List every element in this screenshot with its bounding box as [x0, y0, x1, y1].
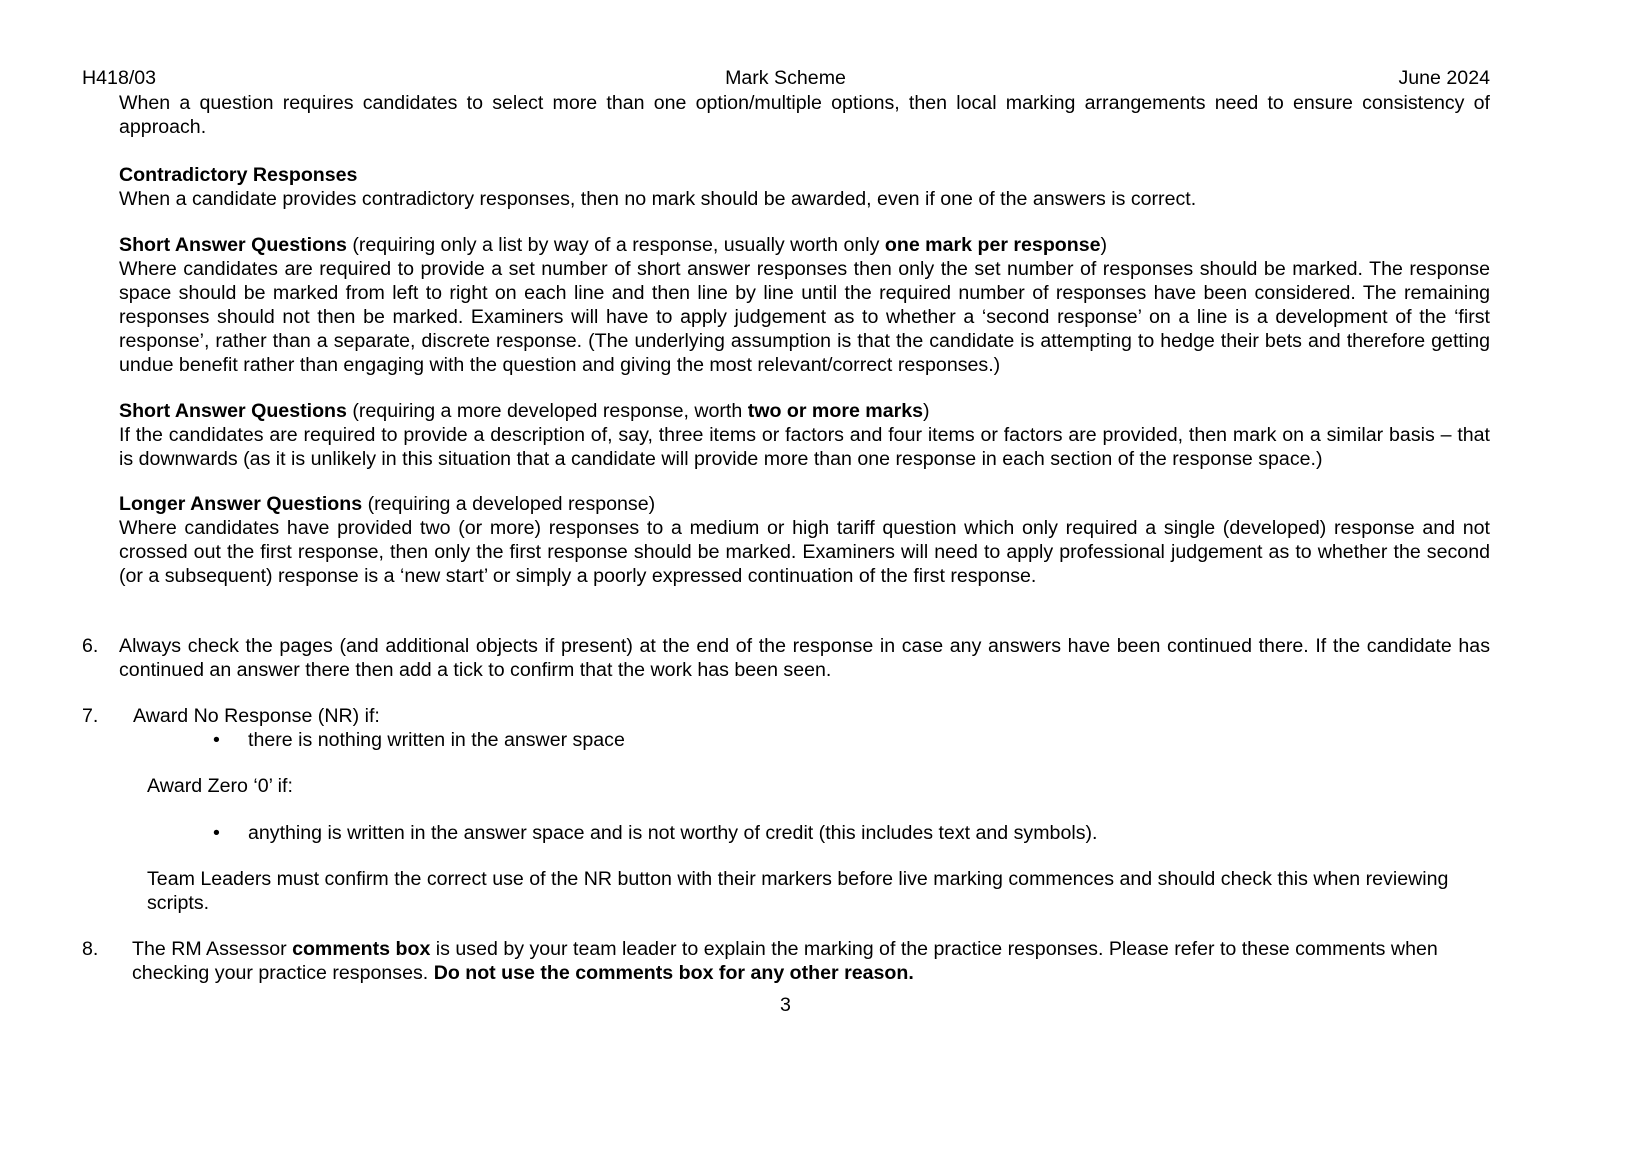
section-subheading: (requiring only a list by way of a response, usually worth only	[346, 234, 885, 256]
item-7-text: Award No Response (NR) if:	[133, 705, 380, 727]
text: The RM Assessor	[132, 938, 293, 960]
short-answer-developed-section	[119, 399, 1490, 471]
item-7-bullet-1: there is nothing written in the answer space	[248, 729, 625, 751]
header-title: Mark Scheme	[725, 67, 846, 89]
item-8-number: 8.	[82, 938, 99, 960]
bullet: •	[213, 729, 220, 751]
item-6-text: Always check the pages (and additional objects if present) at the end of the response in case any answers have been continued there. If the candidate has continued an answer there then add a tick to confirm that the work has been seen.	[119, 635, 1490, 681]
section-heading: Short Answer Questions	[119, 234, 347, 256]
short-answer-list-section	[119, 233, 1490, 377]
header-code: H418/03	[82, 67, 157, 89]
longer-answer-section	[119, 492, 1490, 588]
section-subheading: (requiring a developed response)	[362, 493, 656, 515]
section-text: Where candidates are required to provide a set number of short answer responses then only the set number of responses should be marked. The response space should be marked from left to right on each line and then line by line until the required number of responses have been considered. The remaining responses should not then be marked. Examiners will have to apply judgement as to whether a ‘second response’ on a line is a development of the ‘first response’, rather than a separate, discrete response. (The underlying assumption is that the candidate is attempting to hedge their bets and therefore getting undue benefit rather than engaging with the question and giving the most relevant/correct responses.)	[119, 258, 1490, 376]
text-bold: Do not use the comments box for any other reason.	[433, 962, 914, 984]
header-date: June 2024	[1398, 67, 1490, 89]
section-heading: Longer Answer Questions	[119, 493, 363, 515]
contradictory-section	[119, 163, 1490, 211]
section-subheading: (requiring a more developed response, worth	[346, 400, 748, 422]
section-subheading-end: )	[1100, 234, 1108, 256]
item-7-bullet-2: anything is written in the answer space and is not worthy of credit (this includes text and symbols).	[248, 822, 1098, 844]
item-8-text	[132, 937, 1490, 985]
item-6-number: 6.	[82, 635, 99, 657]
intro-paragraph: When a question requires candidates to select more than one option/multiple options, then local marking arrangements need to ensure consistency of approach.	[119, 92, 1490, 138]
section-heading: Short Answer Questions	[119, 400, 347, 422]
text: is used by your team leader to explain the marking of the practice responses. Please refer to these comments when checking your practice responses.	[132, 938, 1438, 984]
page-number: 3	[780, 994, 791, 1016]
section-heading: Contradictory Responses	[119, 164, 358, 186]
section-text: If the candidates are required to provide a description of, say, three items or factors and four items or factors are provided, then mark on a similar basis – that is downwards (as it is unlikely in this situation that a candidate will provide more than one response in each section of the response space.)	[119, 424, 1490, 470]
item-7-zero: Award Zero ‘0’ if:	[147, 775, 293, 797]
section-subheading-bold: two or more marks	[747, 400, 924, 422]
bullet: •	[213, 822, 220, 844]
text-bold: comments box	[292, 938, 431, 960]
section-text: Where candidates have provided two (or more) responses to a medium or high tariff question which only required a single (developed) response and not crossed out the first response, then only the first response should be marked. Examiners will need to apply professional judgement as to whether the second (or a subsequent) response is a ‘new start’ or simply a poorly expressed continuation of the first response.	[119, 517, 1490, 587]
section-subheading-bold: one mark per response	[884, 234, 1101, 256]
section-subheading-end: )	[923, 400, 930, 422]
item-7-number: 7.	[82, 705, 99, 727]
item-7-team-leaders: Team Leaders must confirm the correct use of the NR button with their markers before live marking commences and should check this when reviewing scripts.	[147, 868, 1449, 914]
section-text: When a candidate provides contradictory responses, then no mark should be awarded, even if one of the answers is correct.	[119, 188, 1197, 210]
